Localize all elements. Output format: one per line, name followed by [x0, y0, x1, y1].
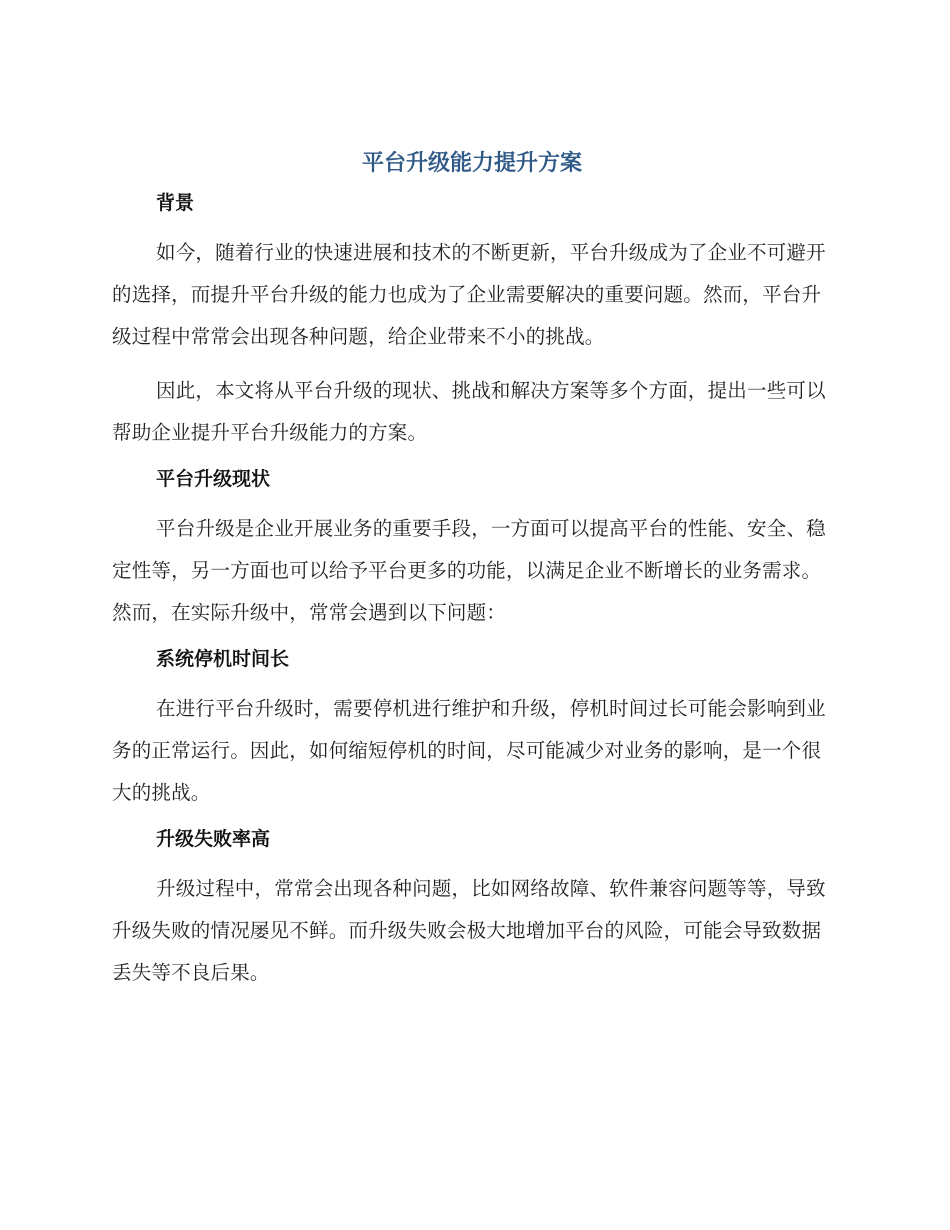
section-heading-background: 背景 [156, 192, 195, 214]
section-heading-current-state: 平台升级现状 [156, 468, 271, 490]
paragraph: 因此，本文将从平台升级的现状、挑战和解决方案等多个方面，提出一些可以帮助企业提升平台升级能力的方案。 [112, 379, 826, 444]
paragraph: 平台升级是企业开展业务的重要手段，一方面可以提高平台的性能、安全、稳定性等，另一方面也可以给予平台更多的功能，以满足企业不断增长的业务需求。然而，在实际升级中，常常会遇到以下问题： [112, 517, 826, 624]
paragraph: 升级过程中，常常会出现各种问题，比如网络故障、软件兼容问题等等，导致升级失败的情况屡见不鲜。而升级失败会极大地增加平台的风险，可能会导致数据丢失等不良后果。 [112, 877, 826, 984]
paragraph: 如今，随着行业的快速进展和技术的不断更新，平台升级成为了企业不可避开的选择，而提升平台升级的能力也成为了企业需要解决的重要问题。然而，平台升级过程中常常会出现各种问题，给企业带来不小的挑战。 [112, 241, 826, 348]
section-heading-downtime: 系统停机时间长 [156, 648, 290, 670]
paragraph: 在进行平台升级时，需要停机进行维护和升级，停机时间过长可能会影响到业务的正常运行。因此，如何缩短停机的时间，尽可能减少对业务的影响，是一个很大的挑战。 [112, 697, 826, 804]
document-title: 平台升级能力提升方案 [361, 151, 582, 176]
document-body [112, 146, 832, 994]
section-heading-failure-rate: 升级失败率高 [156, 828, 271, 850]
